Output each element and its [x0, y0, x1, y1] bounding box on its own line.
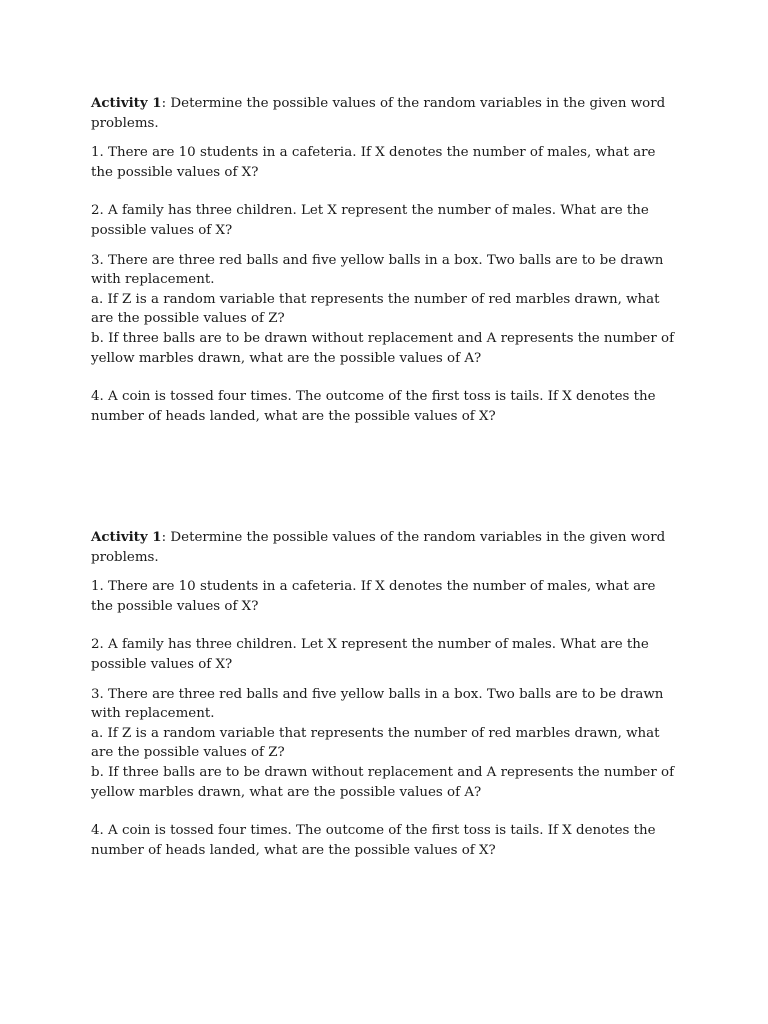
activity-block-2 — [91, 528, 681, 860]
question-1: 1. There are 10 students in a cafeteria. If X denotes the number of males, what are the possible values of X? — [91, 145, 656, 180]
question-3a: a. If Z is a random variable that represents the number of red marbles drawn, what are the possible values of Z? — [91, 725, 660, 761]
question-3: 3. There are three red balls and five yellow balls in a box. Two balls are to be drawn with replacement. — [91, 252, 664, 288]
activity-intro — [91, 528, 681, 567]
question-4: 4. A coin is tossed four times. The outcome of the first toss is tails. If X denotes the number of heads landed, what are the possible values of X? — [91, 823, 656, 858]
activity-label: Activity 1 — [91, 95, 162, 111]
question-2: 2. A family has three children. Let X represent the number of males. What are the possible values of X? — [91, 637, 649, 672]
activity-block-1 — [91, 94, 681, 426]
question-3b: b. If three balls are to be drawn without replacement and A represents the number of yellow marbles drawn, what are the possible values of A? — [91, 330, 675, 366]
question-1: 1. There are 10 students in a cafeteria. If X denotes the number of males, what are the possible values of X? — [91, 579, 656, 614]
activity-intro — [91, 94, 681, 133]
activity-instruction: : Determine the possible values of the random variables in the given word problems. — [91, 530, 666, 565]
activity-instruction: : Determine the possible values of the random variables in the given word problems. — [91, 96, 666, 131]
question-3: 3. There are three red balls and five yellow balls in a box. Two balls are to be drawn with replacement. — [91, 686, 664, 722]
question-3b: b. If three balls are to be drawn without replacement and A represents the number of yellow marbles drawn, what are the possible values of A? — [91, 764, 675, 800]
activity-label: Activity 1 — [91, 529, 162, 545]
question-2: 2. A family has three children. Let X represent the number of males. What are the possible values of X? — [91, 203, 649, 238]
question-3a: a. If Z is a random variable that represents the number of red marbles drawn, what are the possible values of Z? — [91, 291, 660, 327]
question-4: 4. A coin is tossed four times. The outcome of the first toss is tails. If X denotes the number of heads landed, what are the possible values of X? — [91, 389, 656, 424]
